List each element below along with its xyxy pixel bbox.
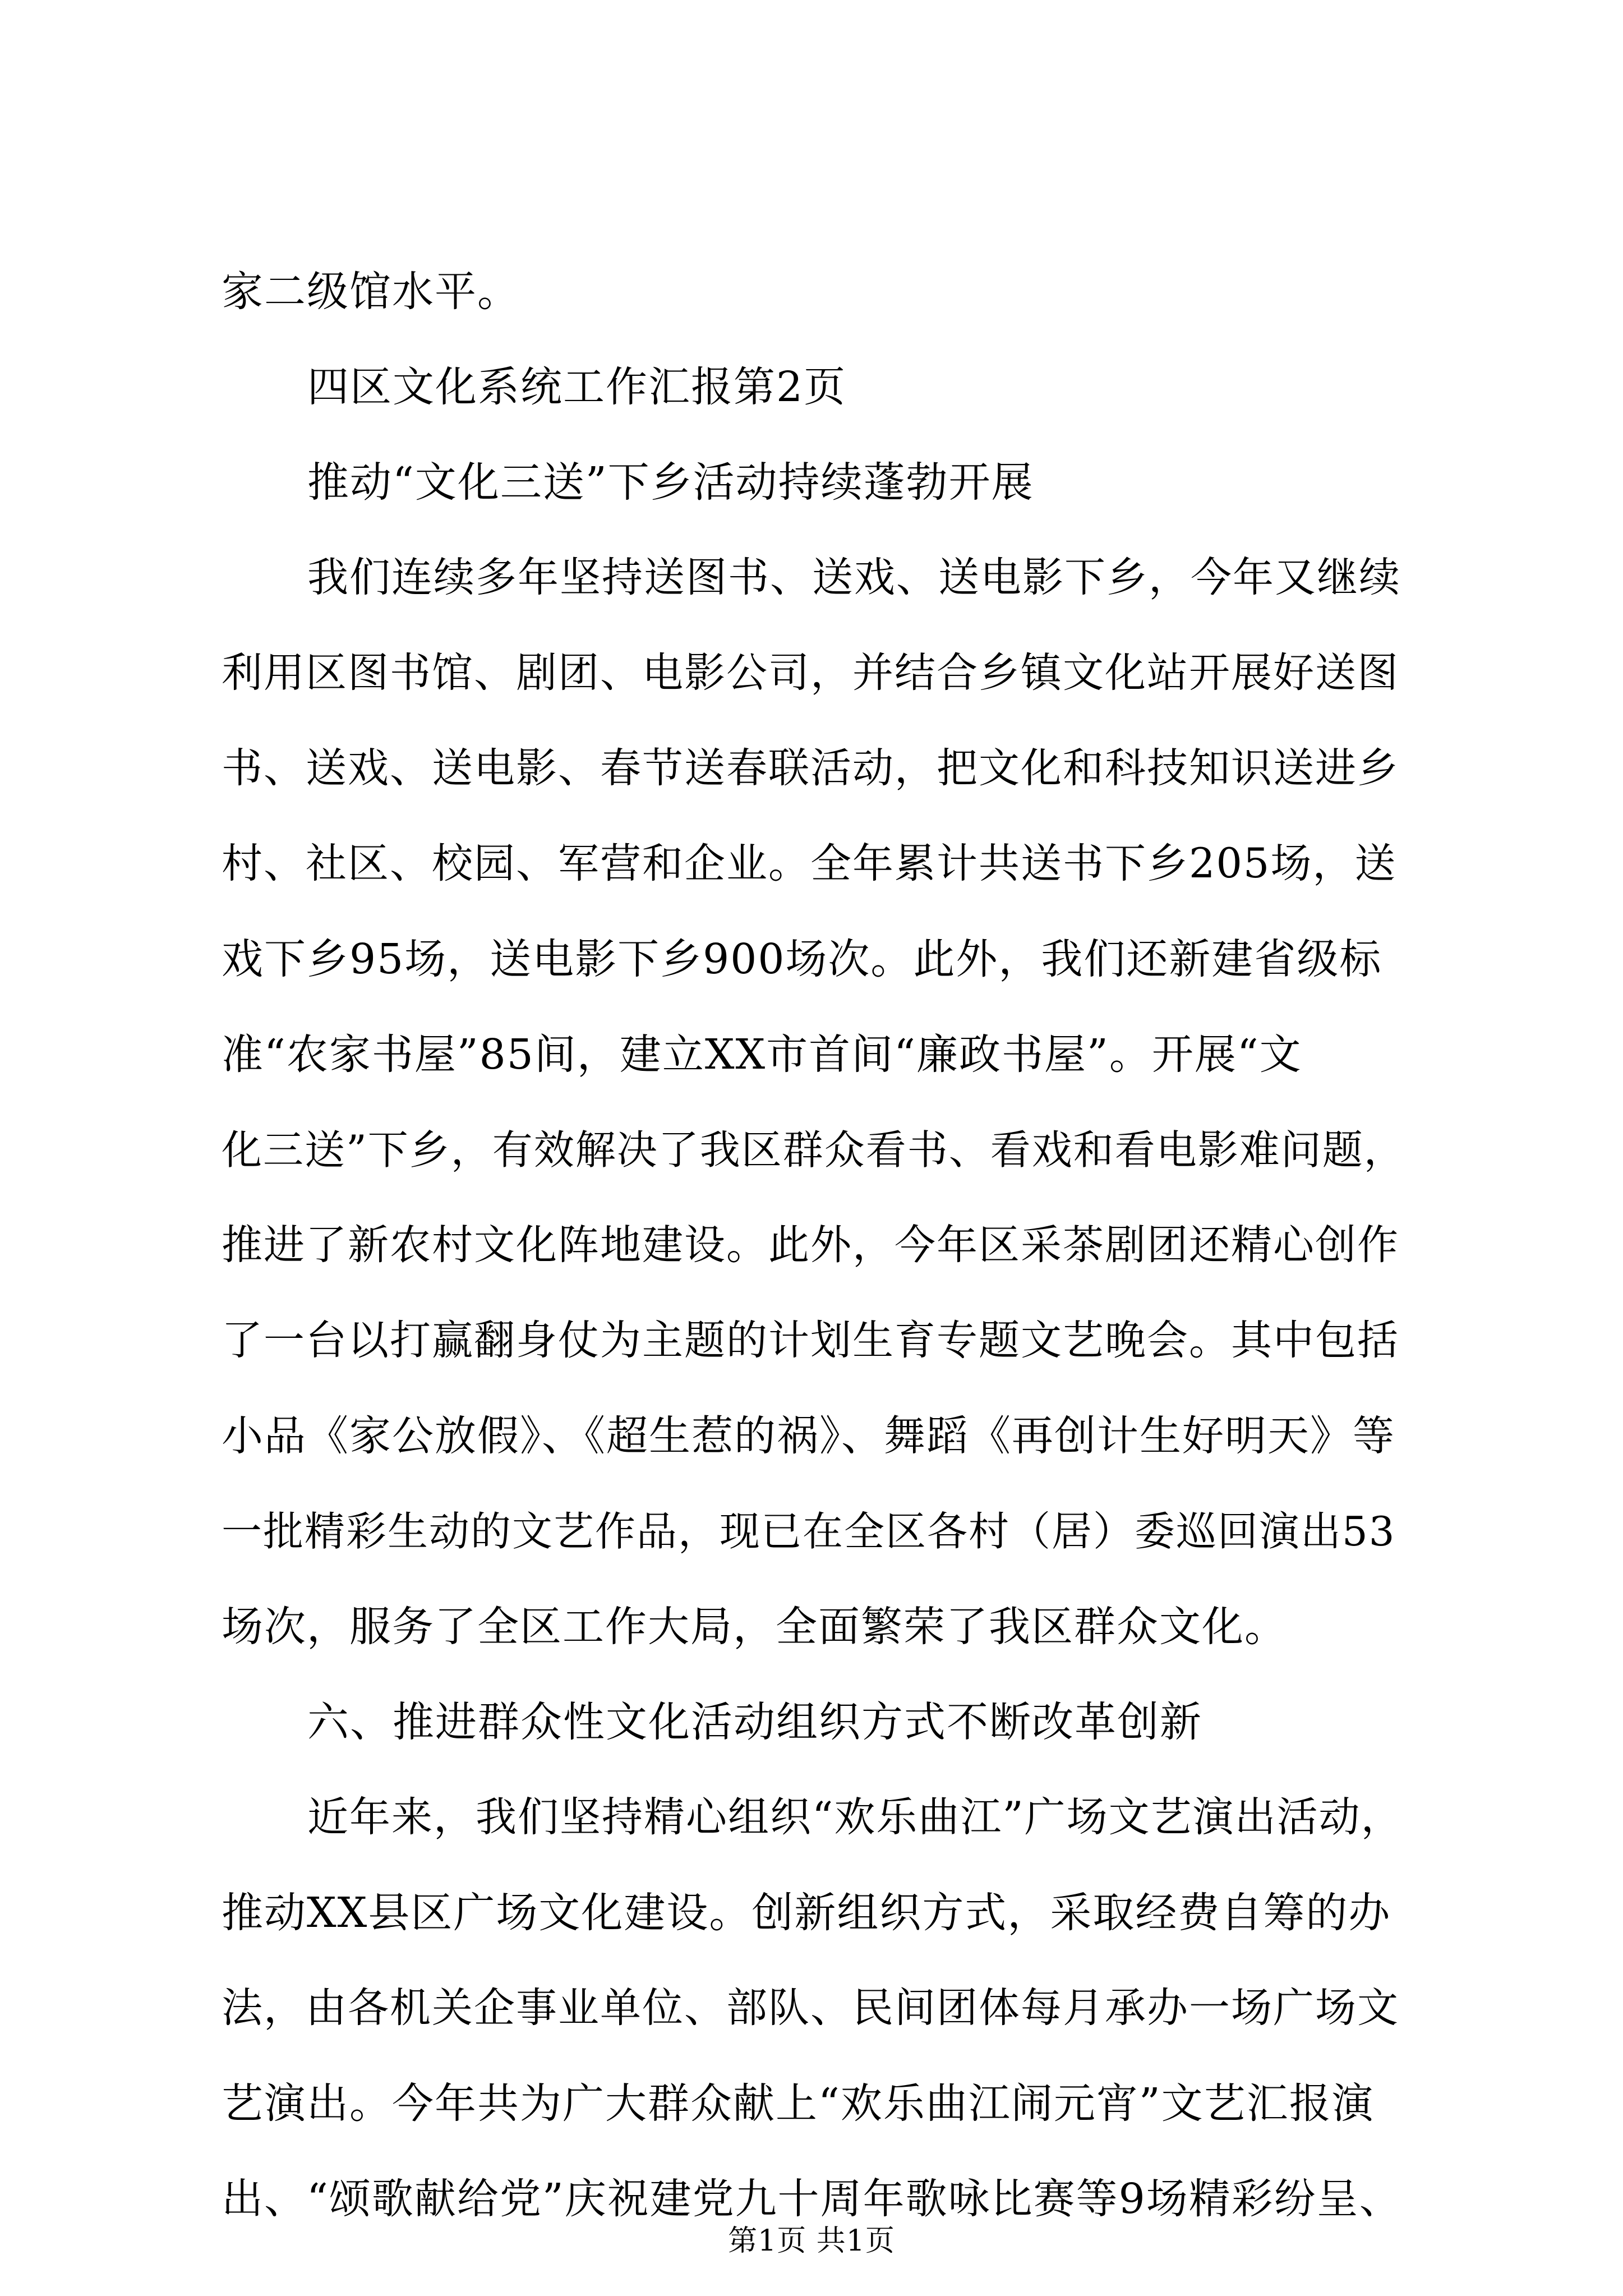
paragraph-line: 戏下乡95场，送电影下乡900场次。此外，我们还新建省级标: [222, 935, 1382, 983]
paragraph-line: 出、“颂歌献给党”庆祝建党九十周年歌咏比赛等9场精彩纷呈、: [222, 2175, 1402, 2223]
paragraph-line: 法，由各机关企事业单位、部队、民间团体每月承办一场广场文: [222, 1984, 1399, 2032]
section-heading: 四区文化系统工作汇报第2页: [307, 363, 847, 411]
paragraph-line: 艺演出。今年共为广大群众献上“欢乐曲江闹元宵”文艺汇报演: [222, 2079, 1375, 2128]
paragraph-line: 了一台以打赢翻身仗为主题的计划生育专题文艺晚会。其中包括: [222, 1317, 1399, 1364]
paragraph-line: 场次，服务了全区工作大局，全面繁荣了我区群众文化。: [222, 1603, 1287, 1651]
paragraph-line: 我们连续多年坚持送图书、送戏、送电影下乡，今年又继续: [307, 554, 1401, 601]
paragraph-line: 利用区图书馆、剧团、电影公司，并结合乡镇文化站开展好送图: [222, 649, 1399, 697]
paragraph-line: 准“农家书屋”85间，建立XX市首间“廉政书屋”。开展“文: [222, 1030, 1302, 1079]
paragraph-line: 近年来，我们坚持精心组织“欢乐曲江”广场文艺演出活动，: [307, 1793, 1403, 1841]
paragraph-line: 推进了新农村文化阵地建设。此外，今年区采茶剧团还精心创作: [222, 1221, 1399, 1269]
paragraph-line: 一批精彩生动的文艺作品，现已在全区各村（居）委巡回演出53: [222, 1508, 1396, 1555]
paragraph-line: 小品《家公放假》、《超生惹的祸》、舞蹈《再创计生好明天》等: [222, 1412, 1395, 1460]
section-heading: 六、推进群众性文化活动组织方式不断改革创新: [307, 1698, 1202, 1746]
paragraph-line: 家二级馆水平。: [222, 268, 520, 316]
section-heading: 推动“文化三送”下乡活动持续蓬勃开展: [307, 458, 1034, 507]
paragraph-line: 推动XX县区广场文化建设。创新组织方式，采取经费自筹的办: [222, 1889, 1391, 1937]
paragraph-line: 书、送戏、送电影、春节送春联活动，把文化和科技知识送进乡: [222, 744, 1399, 792]
page-footer: 第1页 共1页: [728, 2224, 895, 2258]
paragraph-line: 化三送”下乡，有效解决了我区群众看书、看戏和看电影难问题，: [222, 1126, 1405, 1174]
paragraph-line: 村、社区、校园、军营和企业。全年累计共送书下乡205场，送: [222, 840, 1397, 887]
